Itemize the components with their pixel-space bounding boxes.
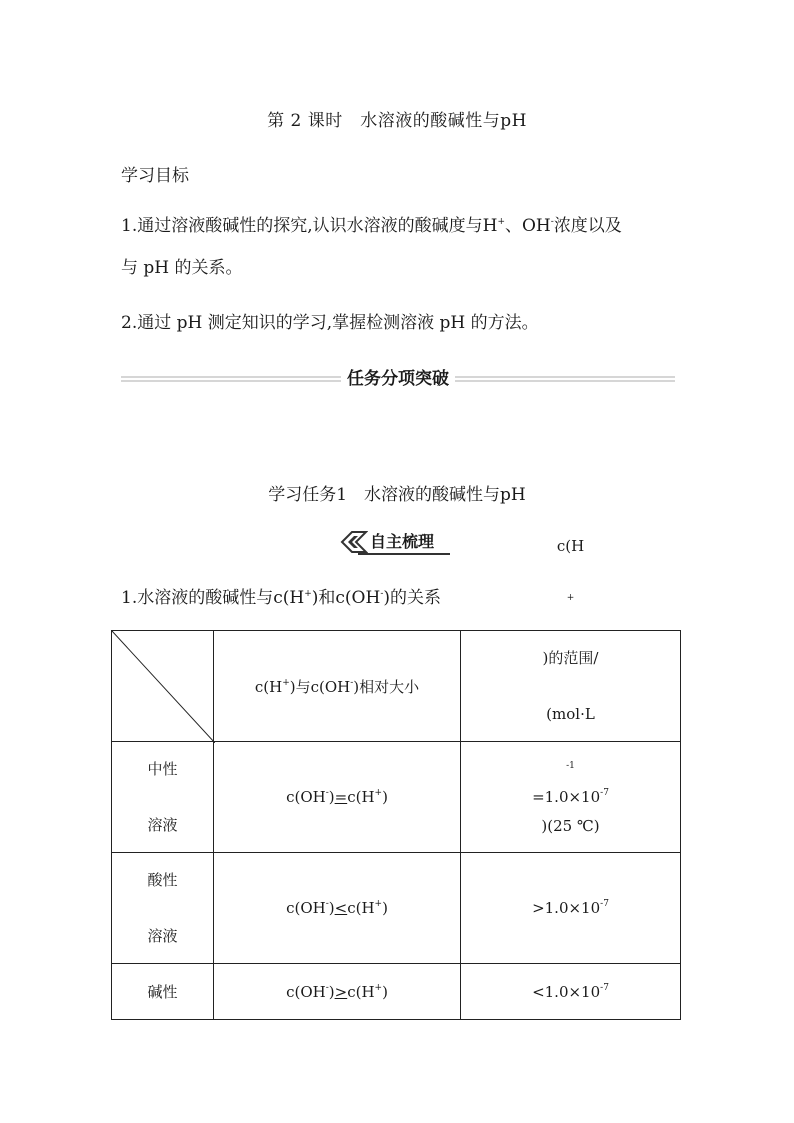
row-neutral-range: $=1.0\times 10^{-7}$ <box>460 741 681 853</box>
header-relative-size: c(H+)与c(OH-)相对大小 <box>213 630 461 742</box>
goal-1-line-2: 与 pH 的关系。 <box>121 258 243 278</box>
header-range: c(H + )的范围/ (mol·L $^{-1}$ )(25 ℃) <box>460 630 681 742</box>
table-subheading: 1.水溶液的酸碱性与c(H+)和c(OH-)的关系 <box>121 588 441 608</box>
row-basic-range: $<1.0\times 10^{-7}$ <box>460 963 681 1020</box>
row-neutral-label: 中性 溶液 <box>111 741 214 853</box>
page-title: 第 2 课时 水溶液的酸碱性与pH <box>267 111 527 131</box>
learning-goals-heading: 学习目标 <box>121 166 189 186</box>
pencil-diamond-icon <box>340 530 368 554</box>
goal-2: 2.通过 pH 测定知识的学习,掌握检测溶液 pH 的方法。 <box>121 313 539 333</box>
section-banner <box>121 367 675 391</box>
row-acidic-label: 酸性 溶液 <box>111 852 214 964</box>
badge-underline <box>358 553 450 555</box>
row-acidic-range: $>1.0\times 10^{-7}$ <box>460 852 681 964</box>
row-basic-label: 碱性 <box>111 963 214 1020</box>
diagonal-line <box>112 631 215 743</box>
section-badge-label: 自主梳理 <box>370 532 435 551</box>
banner-label: 任务分项突破 <box>341 367 455 391</box>
goal-1-line-1: 1.通过溶液酸碱性的探究,认识水溶液的酸碱度与H+、OH-浓度以及 <box>121 216 622 236</box>
row-neutral-relation: c(OH-)=c(H+) <box>213 741 461 853</box>
row-basic-relation: c(OH-)>c(H+) <box>213 963 461 1020</box>
header-diagonal-cell <box>111 630 214 742</box>
section-badge <box>340 529 450 555</box>
task-title: 学习任务1 水溶液的酸碱性与pH <box>268 485 526 505</box>
row-acidic-relation: c(OH-)<c(H+) <box>213 852 461 964</box>
